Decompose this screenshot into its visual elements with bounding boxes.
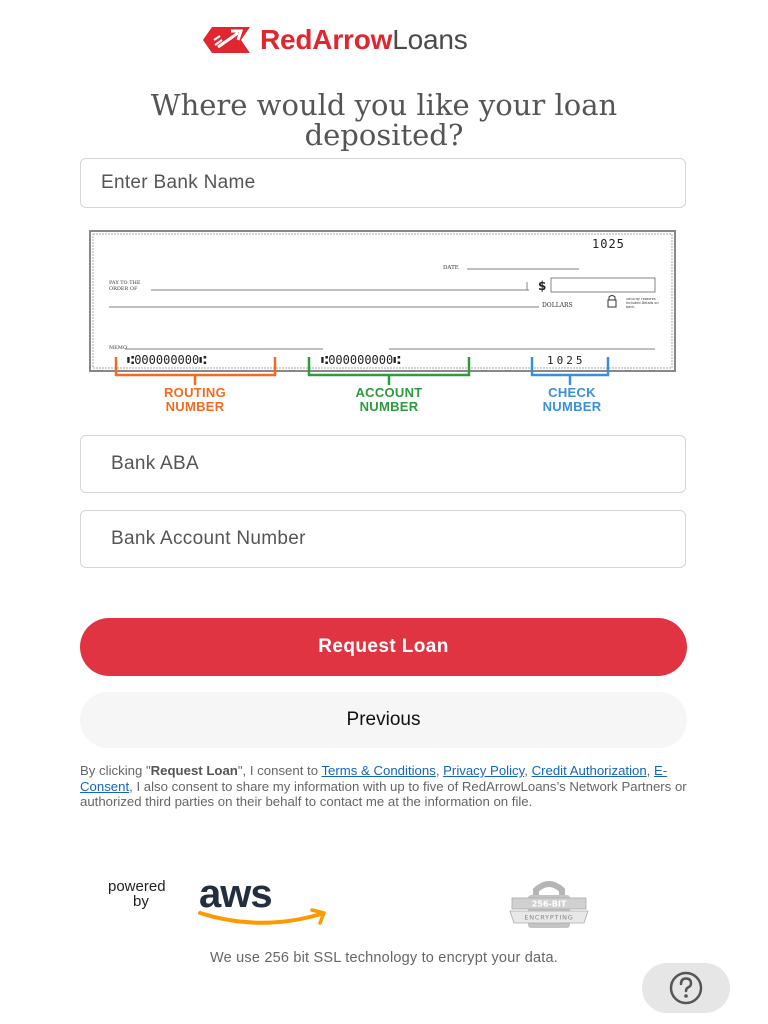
question-icon (666, 968, 706, 1008)
check-dollar-sign: $ (538, 279, 547, 293)
bank-aba-input[interactable]: Bank ABA (80, 435, 686, 493)
check-security-text: Security Features Included Details on back. (626, 298, 659, 309)
routing-digits: ⑆000000000⑆ (127, 353, 207, 367)
check-number-label (519, 386, 625, 414)
routing-number-label (140, 386, 250, 414)
routing-label-line2: NUMBER (165, 399, 225, 414)
help-button[interactable] (642, 963, 730, 1013)
check-payto-line2: ORDER OF (109, 286, 138, 292)
ssl-notice: We use 256 bit SSL technology to encrypt your data. (210, 950, 558, 966)
check-legend (89, 386, 676, 418)
encryption-top-text: 256-BIT (531, 899, 567, 909)
consent-after-ref: ", I consent to (237, 763, 322, 778)
check-dollars-label: DOLLARS (542, 302, 573, 309)
padlock-icon (536, 884, 562, 896)
consent-suffix: , I also consent to share my information with up to five of RedArrowLoans’s Network Partners or authorized third parties on their behalf to contact me at the information on file. (80, 778, 687, 809)
check-date-label: DATE (443, 265, 459, 271)
account-label-line2: NUMBER (359, 399, 419, 414)
encryption-bottom-text: ENCRYPTING (524, 913, 574, 922)
check-digits: 1025 (547, 354, 586, 367)
consent-separator: , (524, 763, 532, 778)
consent-separator: , (646, 763, 654, 778)
previous-button[interactable]: Previous (80, 692, 687, 748)
micr-brackets (89, 355, 676, 387)
consent-prefix: By clicking " (80, 763, 151, 778)
check-number-top: 1025 (592, 237, 625, 251)
aws-by-text: by (133, 893, 149, 910)
consent-separator: , (435, 763, 444, 778)
brand-name-red: RedArrow (260, 24, 393, 55)
page-title: Where would you like your loan deposited? (150, 88, 618, 152)
account-label-line1: ACCOUNT (355, 385, 423, 400)
aws-badge (105, 874, 337, 930)
e-consent-link[interactable]: E-Consent (80, 763, 668, 794)
check-payto-line1: PAY TO THE (109, 280, 141, 286)
credit-authorization-link[interactable]: Credit Authorization (531, 763, 647, 778)
check-diagram (89, 230, 676, 372)
bank-name-input[interactable]: Enter Bank Name (80, 158, 686, 208)
check-bracket (532, 357, 608, 375)
arrow-logo-icon (200, 23, 252, 57)
consent-text (80, 763, 690, 810)
account-number-label (329, 386, 449, 414)
brand-logo[interactable] (200, 22, 468, 58)
check-label-line1: CHECK (548, 385, 596, 400)
brand-name-gray: Loans (392, 24, 468, 55)
check-memo-label: MEMO (109, 345, 127, 351)
terms-link[interactable]: Terms & Conditions (321, 763, 436, 778)
account-bracket (309, 357, 469, 375)
aws-logo-text: aws (199, 874, 272, 916)
brand-wordmark (260, 23, 468, 57)
aws-powered-text: powered (108, 878, 166, 895)
privacy-policy-link[interactable]: Privacy Policy (443, 763, 525, 778)
routing-bracket (116, 357, 275, 375)
encryption-badge (508, 878, 590, 930)
check-label-line2: NUMBER (542, 399, 602, 414)
consent-button-ref: Request Loan (150, 763, 238, 778)
bank-account-number-input[interactable]: Bank Account Number (80, 510, 686, 568)
account-digits: ⑆000000000⑆ (321, 353, 401, 367)
request-loan-button[interactable]: Request Loan (80, 618, 687, 676)
routing-label-line1: ROUTING (163, 385, 227, 400)
